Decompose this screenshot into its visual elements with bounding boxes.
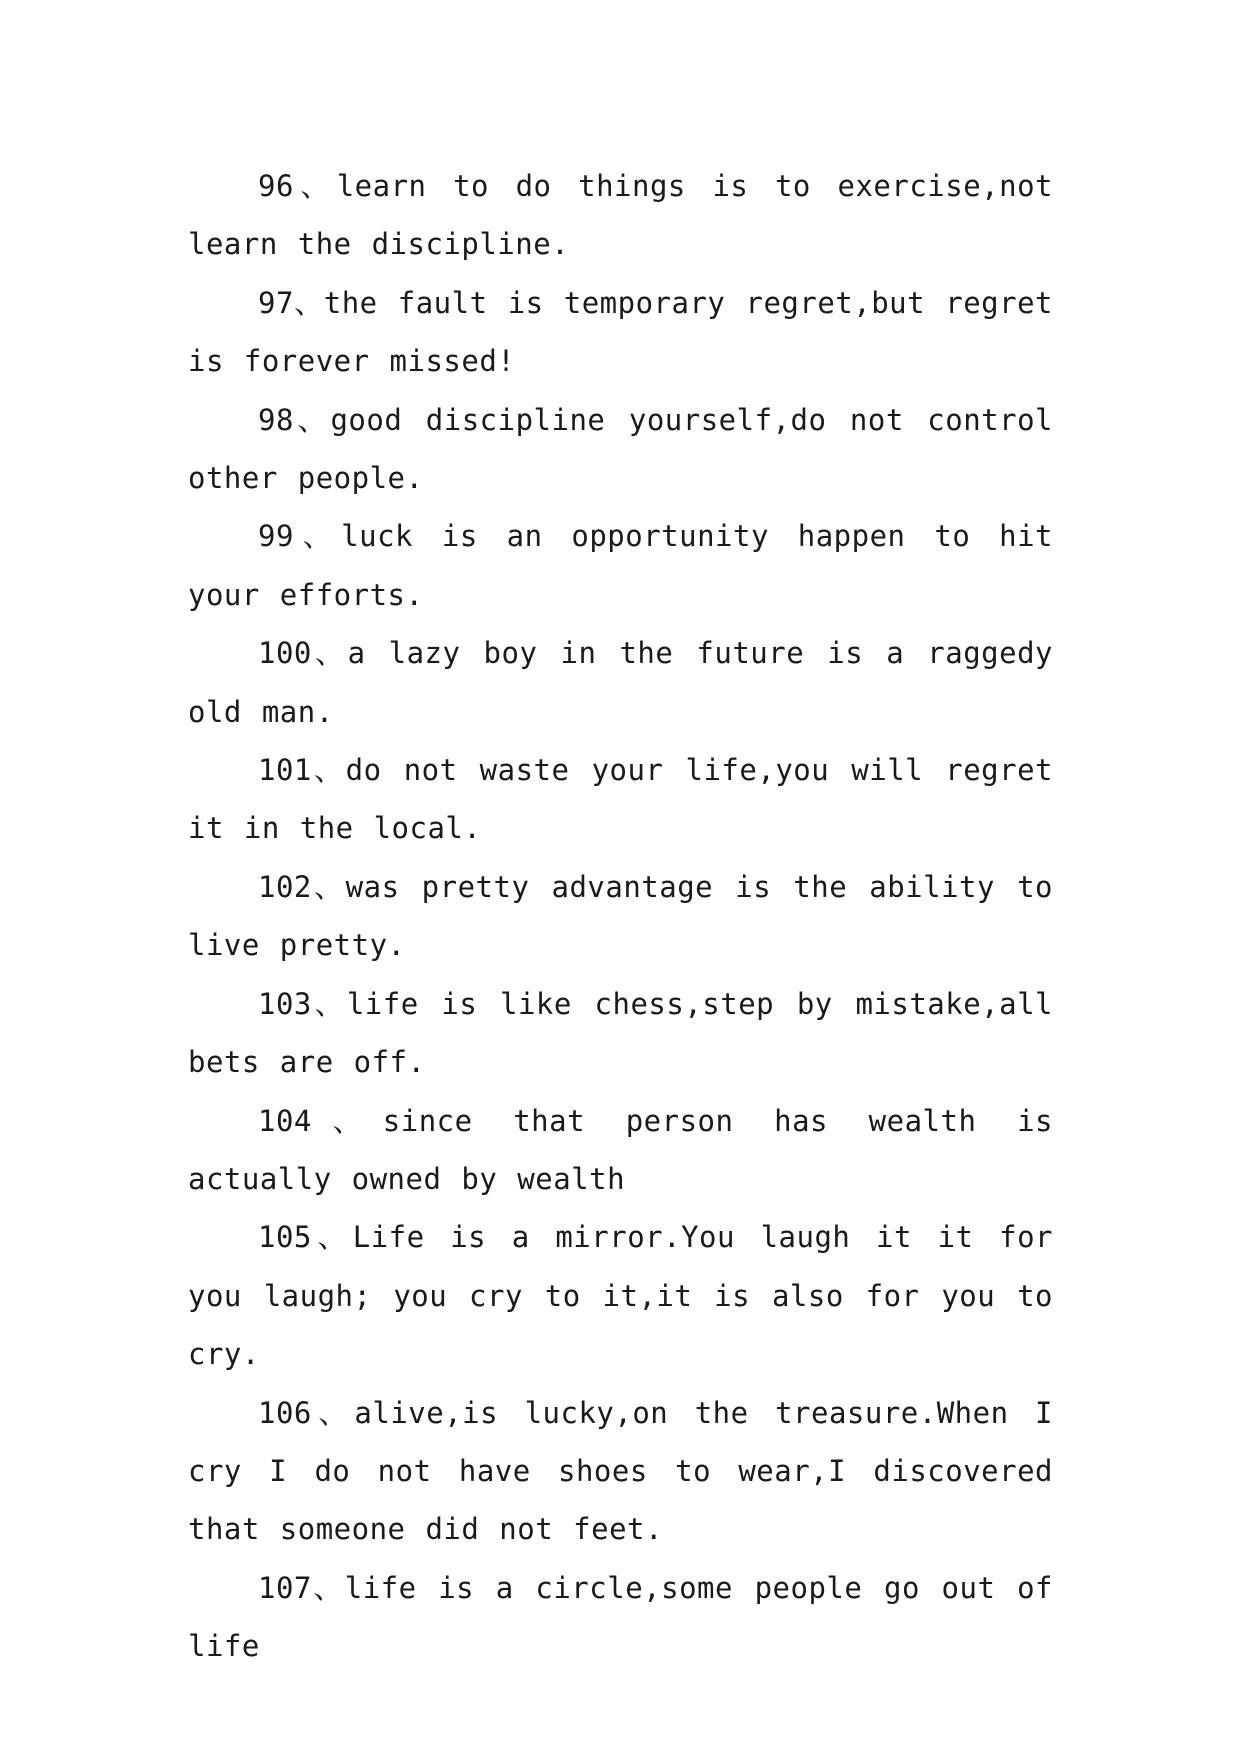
paragraph-104: 104、since that person has wealth is actually owned by wealth [188,1103,1053,1196]
paragraph-97: 97、the fault is temporary regret,but regret is forever missed! [188,285,1053,379]
paragraph-99: 99、luck is an opportunity happen to hit your efforts. [188,519,1053,612]
paragraph-102: 102、was pretty advantage is the ability to live pretty. [188,869,1053,963]
paragraph-106: 106、alive,is lucky,on the treasure.When I cry I do not have shoes to wear,I discovered that someone did not feet. [188,1395,1053,1547]
body-text [188,157,1053,1676]
paragraph-96: 96、learn to do things is to exercise,not learn the discipline. [188,169,1053,262]
paragraph-100: 100、a lazy boy in the future is a raggedy old man. [188,636,1053,729]
paragraph-107: 107、life is a circle,some people go out of life [188,1570,1053,1664]
paragraph-105: 105、Life is a mirror.You laugh it it for you laugh; you cry to it,it is also for you to cry. [188,1220,1053,1372]
paragraph-101: 101、do not waste your life,you will regret it in the local. [188,753,1053,846]
paragraph-98: 98、good discipline yourself,do not control other people. [188,402,1053,496]
paragraph-103: 103、life is like chess,step by mistake,all bets are off. [188,986,1053,1080]
